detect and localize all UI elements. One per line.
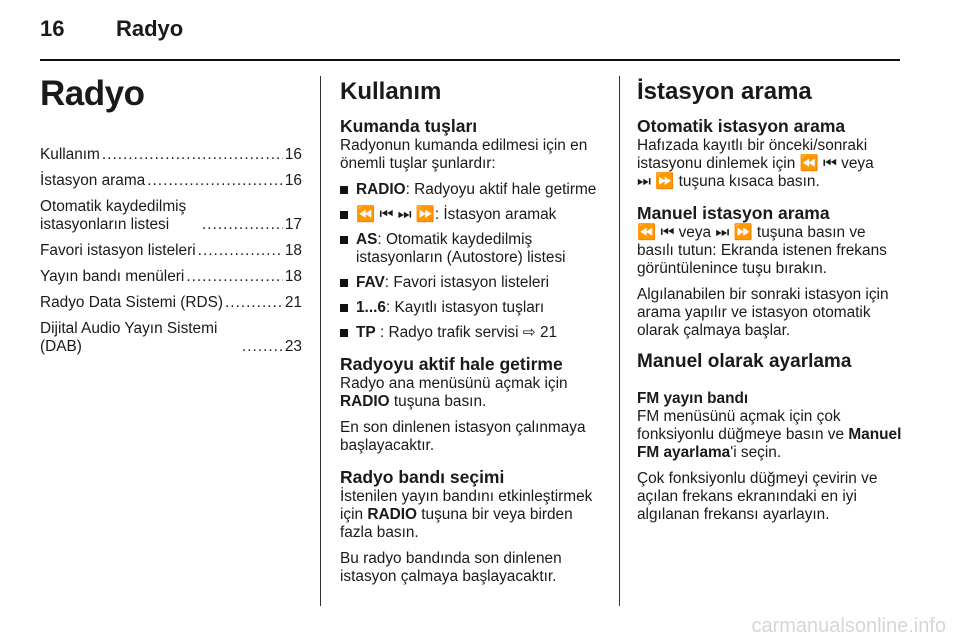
controls-intro: Radyonun kumanda edilmesi için en önemli tuşlar şunlardır:: [340, 137, 588, 172]
as-key: AS: [356, 231, 378, 248]
toc-title: Radyo: [40, 74, 145, 113]
station-search-column: [637, 72, 903, 532]
toc-item[interactable]: Yayın bandı menüleri ..... 18: [40, 268, 302, 286]
toc-item[interactable]: Dijital Audio Yayın Sistemi (DAB) ..... 23: [40, 320, 302, 356]
seek-icons: ⏪ ⏮ ⏭ ⏩: [356, 206, 435, 223]
column-divider-2: [619, 76, 620, 606]
seek-forward-icons: ⏭ ⏩: [637, 173, 675, 190]
list-item: AS: Otomatik kaydedilmiş istasyonların (Autostore) listesi: [340, 231, 602, 267]
toc-list: [40, 146, 302, 356]
activate-heading: Radyoyu aktif hale getirme: [340, 354, 563, 374]
auto-search-paragraph: Hafızada kayıtlı bir önceki/sonraki istasyonu dinlemek için ⏪ ⏮ veya ⏭ ⏩ tuşuna kısaca basın.: [637, 137, 874, 190]
manual-search-heading: Manuel istasyon arama: [637, 203, 830, 223]
list-item: TP : Radyo trafik servisi ⇨ 21: [340, 324, 602, 342]
usage-title: Kullanım: [340, 78, 442, 105]
manual-search-paragraph-2: Algılanabilen bir sonraki istasyon için arama yapılır ve istasyon otomatik olarak çalmaya başlar.: [637, 286, 889, 339]
auto-search-heading: Otomatik istasyon arama: [637, 116, 846, 136]
fm-paragraph: FM menüsünü açmak için çok fonksiyonlu düğmeye basın ve Manuel FM ayarlama'i seçin.: [637, 408, 902, 461]
seek-back-icons: ⏪ ⏮: [637, 224, 675, 241]
band-heading: Radyo bandı seçimi: [340, 467, 505, 487]
seek-forward-icons: ⏭ ⏩: [715, 224, 753, 241]
usage-column: [340, 72, 602, 594]
toc-item[interactable]: İstasyon arama ..... 16: [40, 172, 302, 190]
manual-search-paragraph: ⏪ ⏮ veya ⏭ ⏩ tuşuna basın ve basılı tutun: Ekranda istenen frekans görüntülenince tuşu bırakın.: [637, 224, 887, 277]
list-item: ⏪ ⏮ ⏭ ⏩: İstasyon aramak: [340, 206, 602, 224]
toc-column: [40, 72, 302, 364]
fm-band-heading: FM yayın bandı: [637, 390, 749, 407]
column-divider-1: [320, 76, 321, 606]
list-item: 1...6: Kayıtlı istasyon tuşları: [340, 299, 602, 317]
band-paragraph: İstenilen yayın bandını etkinleştirmek için RADIO tuşuna bir veya birden fazla basın.: [340, 488, 593, 541]
list-item: FAV: Favori istasyon listeleri: [340, 274, 602, 292]
toc-item[interactable]: Kullanım ..... 16: [40, 146, 302, 164]
page-number: 16: [40, 16, 65, 41]
activate-paragraph-2: En son dinlenen istasyon çalınmaya başlayacaktır.: [340, 419, 586, 454]
tp-key: TP: [356, 324, 376, 341]
controls-heading: Kumanda tuşları: [340, 116, 478, 136]
activate-paragraph: Radyo ana menüsünü açmak için RADIO tuşuna basın.: [340, 375, 568, 410]
fav-key: FAV: [356, 274, 385, 291]
toc-item[interactable]: Favori istasyon listeleri ..... 18: [40, 242, 302, 260]
fm-paragraph-2: Çok fonksiyonlu düğmeyi çevirin ve açılan frekans ekranındaki en iyi algılanan frekansı ayarlayın.: [637, 470, 878, 523]
manual-tuning-heading: Manuel olarak ayarlama: [637, 351, 852, 372]
preset-keys: 1...6: [356, 299, 386, 316]
watermark: carmanualsonline.info: [751, 615, 946, 637]
band-paragraph-2: Bu radyo bandında son dinlenen istasyon çalmaya başlayacaktır.: [340, 550, 562, 585]
chapter-title: Radyo: [116, 16, 184, 41]
station-search-title: İstasyon arama: [637, 78, 812, 105]
button-list: [340, 181, 602, 342]
toc-item[interactable]: Otomatik kaydedilmiş istasyonların listesi ..... 17: [40, 198, 302, 234]
seek-back-icons: ⏪ ⏮: [799, 155, 837, 172]
toc-item[interactable]: Radyo Data Sistemi (RDS) ..... 21: [40, 294, 302, 312]
radio-key: RADIO: [356, 181, 406, 198]
header-rule: [40, 59, 900, 61]
list-item: RADIO: Radyoyu aktif hale getirme: [340, 181, 602, 199]
